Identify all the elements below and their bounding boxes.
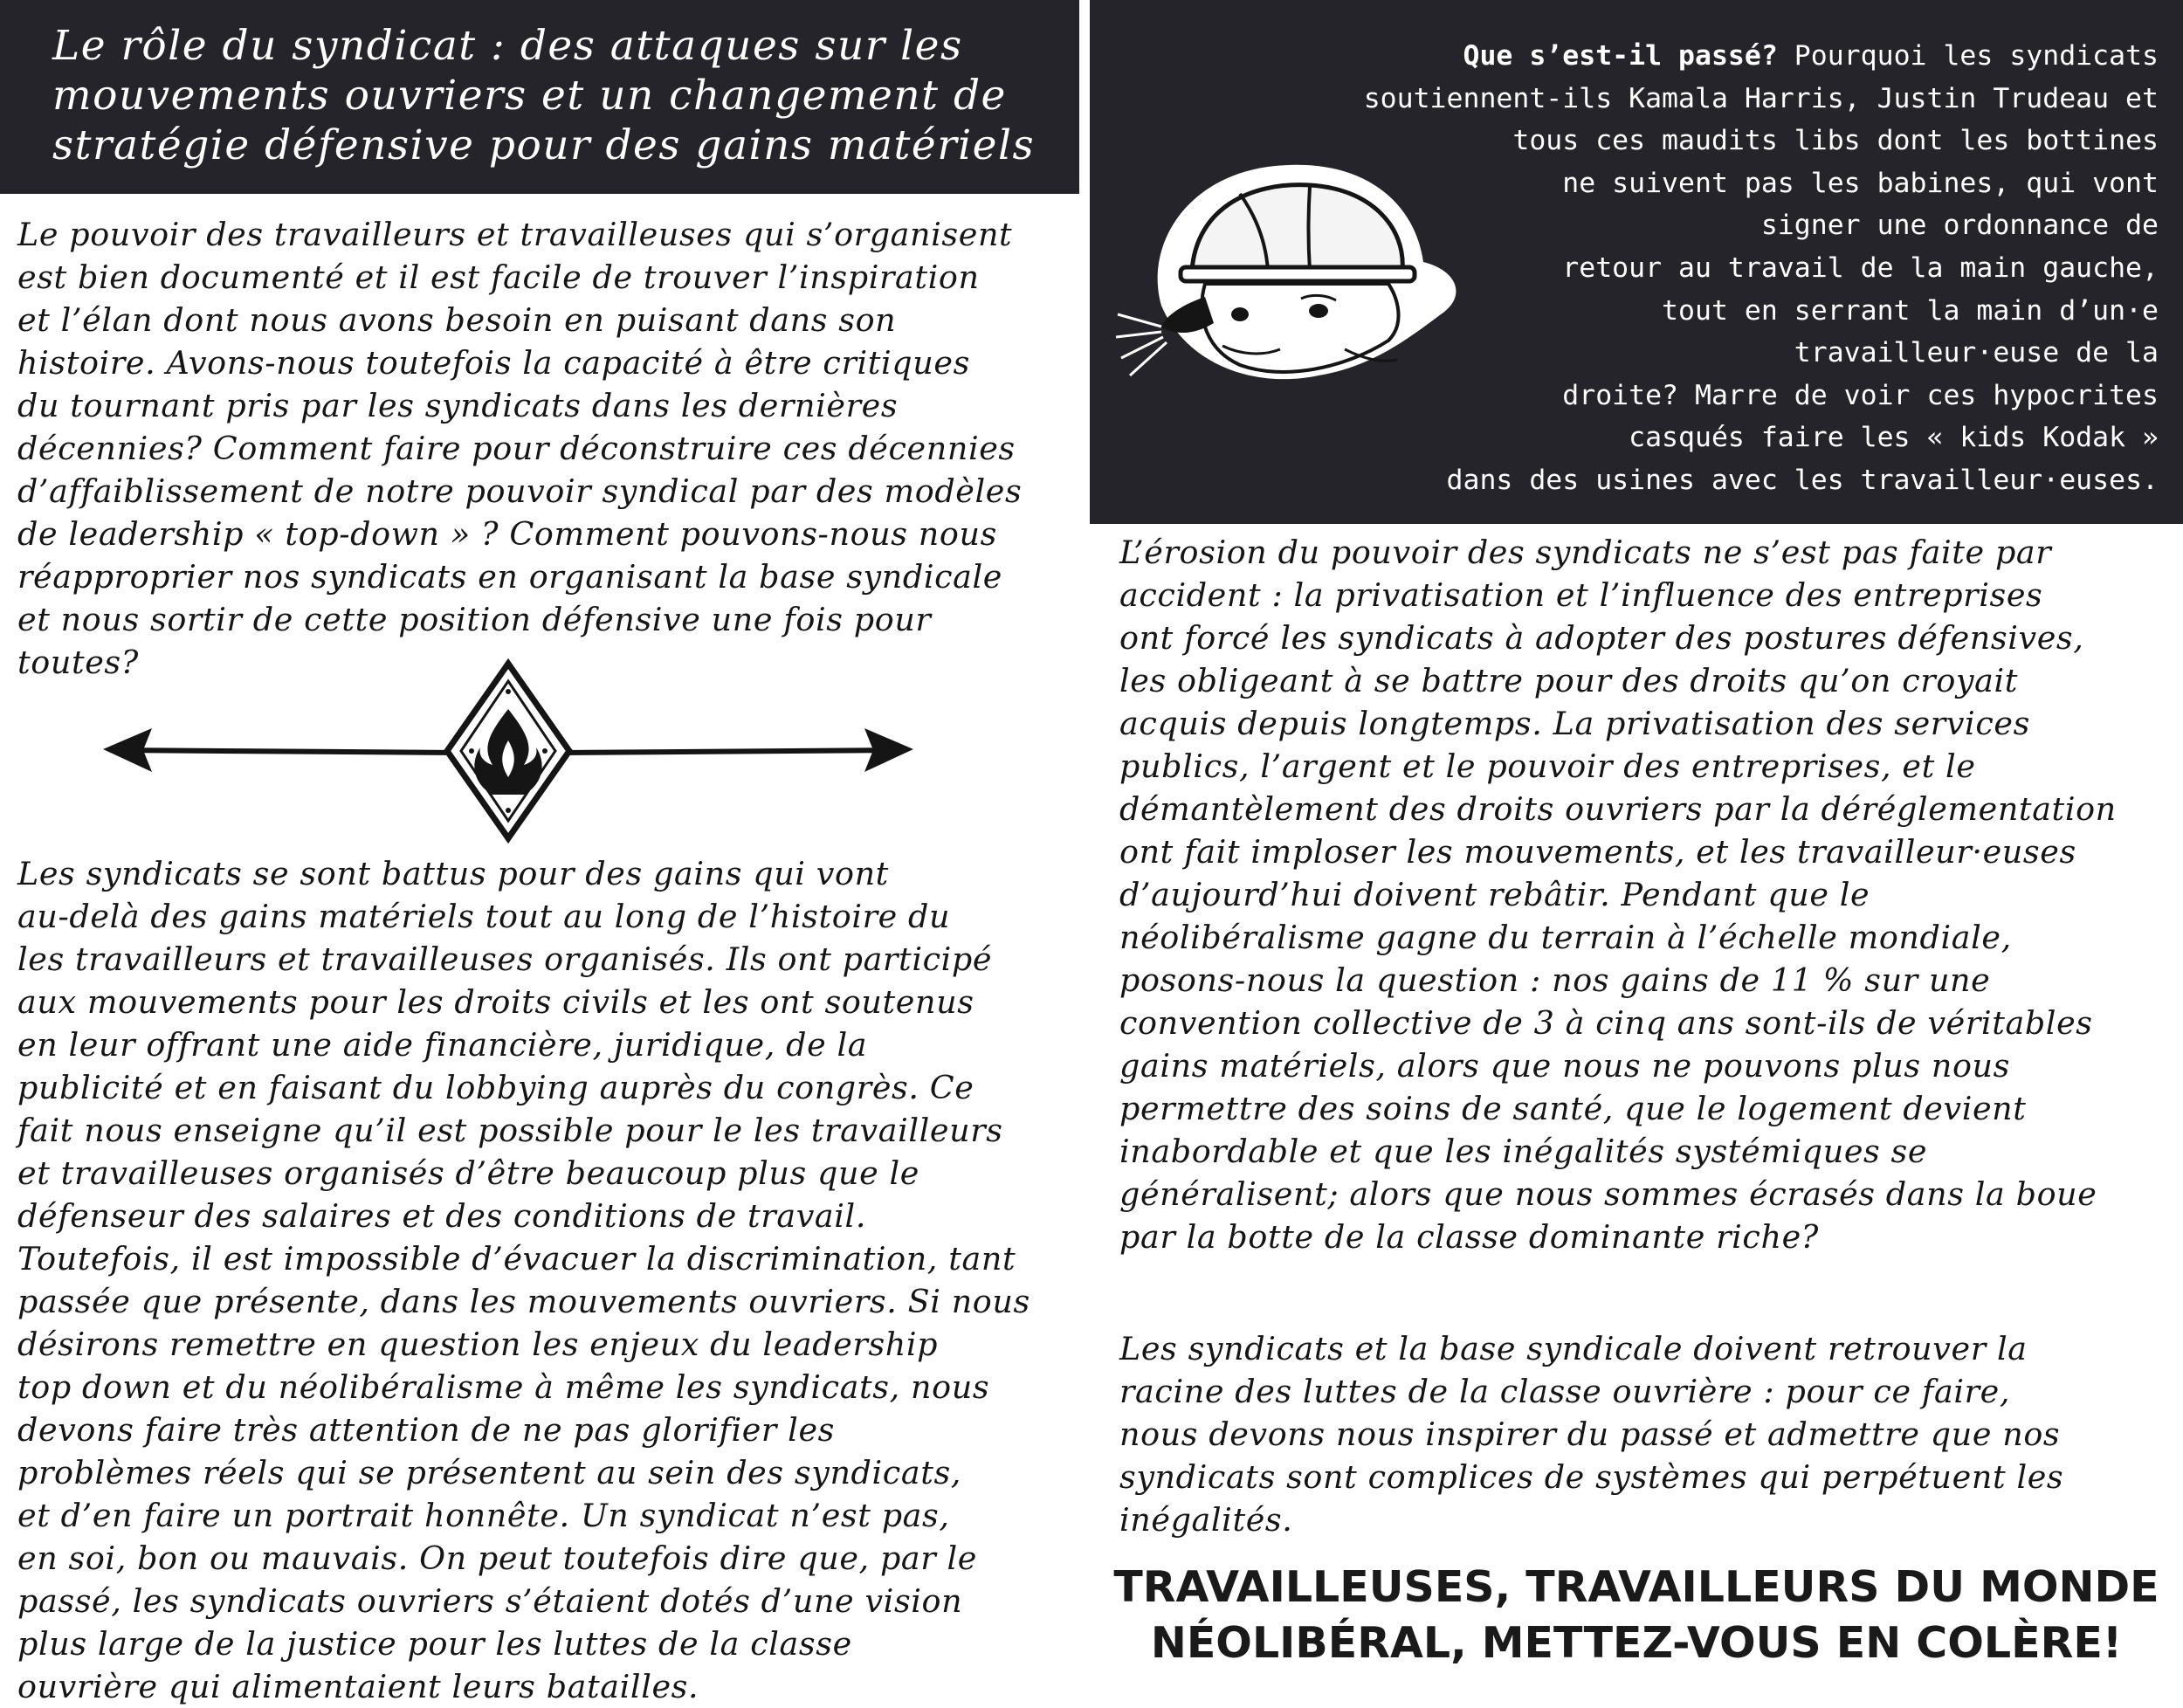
intro-paragraph: Le pouvoir des travailleurs et travailleuses qui s’organisent est bien documenté et il est facile de trouver l’inspiration et l’élan dont nous avons besoin en puisant dans son histoire. Avons-nous toutefois la capacité à être critiques du tournant pris par les syndicats dans les dernières décennies? Comment faire pour déconstruire ces décennies d’affaiblissement de notre pouvoir syndical par des modèles de leadership « top-down » ? Comment pouvons-nous nous réapproprier nos syndicats en organisant la base syndicale et nous sortir de cette position défensive une fois pour toutes? xyxy=(17,216,1023,681)
lead-body: Pourquoi les syndicats soutiennent-ils Kamala Harris, Justin Trudeau et tous ces maudits libs dont les bottines ne suivent pas les babines, qui vont signer une ordonnance de retour au travail de la main gauche, tout en serrant la main d’un·e travailleur·euse de la droite? Marre de voir ces hypocrites casqués faire les « kids Kodak » dans des usines avec les travailleur·euses. xyxy=(1363,40,2159,496)
erosion-paragraph: L’érosion du pouvoir des syndicats ne s’est pas faite par accident : la privatisation et l’influence des entreprises ont forcé les syndicats à adopter des postures défensives, les obligeant à se battre pour des droits qu’on croyait acquis depuis longtemps. La privatisation des services publics, l’argent et le pouvoir des entreprises, et le démantèlement des droits ouvriers par la déréglementation ont fait imploser les mouvements, et les travailleur·euses d’aujourd’hui doivent rebâtir. Pendant que le néolibéralisme gagne du terrain à l’échelle mondiale, posons-nous la question : nos gains de 11 % sur une convention collective de 3 à cinq ans sont-ils de véritables gains matériels, alors que nous ne pouvons plus nous permettre des soins de santé, que le logement devient inabordable et que les inégalités systémiques se généralisent; alors que nous sommes écrasés dans la boue par la botte de la classe dominante riche? xyxy=(1119,534,2117,1256)
lead-question: Que s’est-il passé? xyxy=(1463,40,1778,72)
right-column xyxy=(1090,0,2183,1698)
divider-ornament-icon xyxy=(98,657,919,844)
page-title: Le rôle du syndicat : des attaques sur les mouvements ouvriers et un changement de stratégie défensive pour des gains matériels xyxy=(52,22,1036,169)
title-banner xyxy=(0,0,1079,194)
lead-text xyxy=(1364,35,2159,502)
conclusion-paragraph: Les syndicats et la base syndicale doivent retrouver la racine des luttes de la classe ouvrière : pour ce faire, nous devons nous inspirer du passé et admettre que nos syndicats sont complices de systèmes qui perpétuent les inégalités. xyxy=(1119,1330,2064,1539)
history-paragraph: Les syndicats se sont battus pour des gains qui vont au-delà des gains matériels tout au long de l’histoire du les travailleurs et travailleuses organisés. Ils ont participé aux mouvements pour les droits civils et les ont soutenus en leur offrant une aide financière, juridique, de la publicité et en faisant du lobbying auprès du congrès. Ce fait nous enseigne qu’il est possible pour le les travailleurs et travailleuses organisés d’être beaucoup plus que le défenseur des salaires et des conditions de travail. Toutefois, il est impossible d’évacuer la discrimination, tant passée que présente, dans les mouvements ouvriers. Si nous désirons remettre en question les enjeux du leadership top down et du néolibéralisme à même les syndicats, nous devons faire très attention de ne pas glorifier les problèmes réels qui se présentent au sein des syndicats, et d’en faire un portrait honnête. Un syndicat n’est pas, en soi, bon ou mauvais. On peut toutefois dire que, par le passé, les syndicats ouvriers s’étaient dotés d’une vision plus large de la justice pour les luttes de la classe ouvrière qui alimentaient leurs batailles. xyxy=(17,855,1030,1705)
left-column xyxy=(0,0,1079,1705)
callout-box xyxy=(1090,0,2183,524)
slogan: TRAVAILLEUSES, TRAVAILLEURS DU MONDE NÉOLIBÉRAL, METTEZ-VOUS EN COLÈRE! xyxy=(1113,1562,2159,1668)
